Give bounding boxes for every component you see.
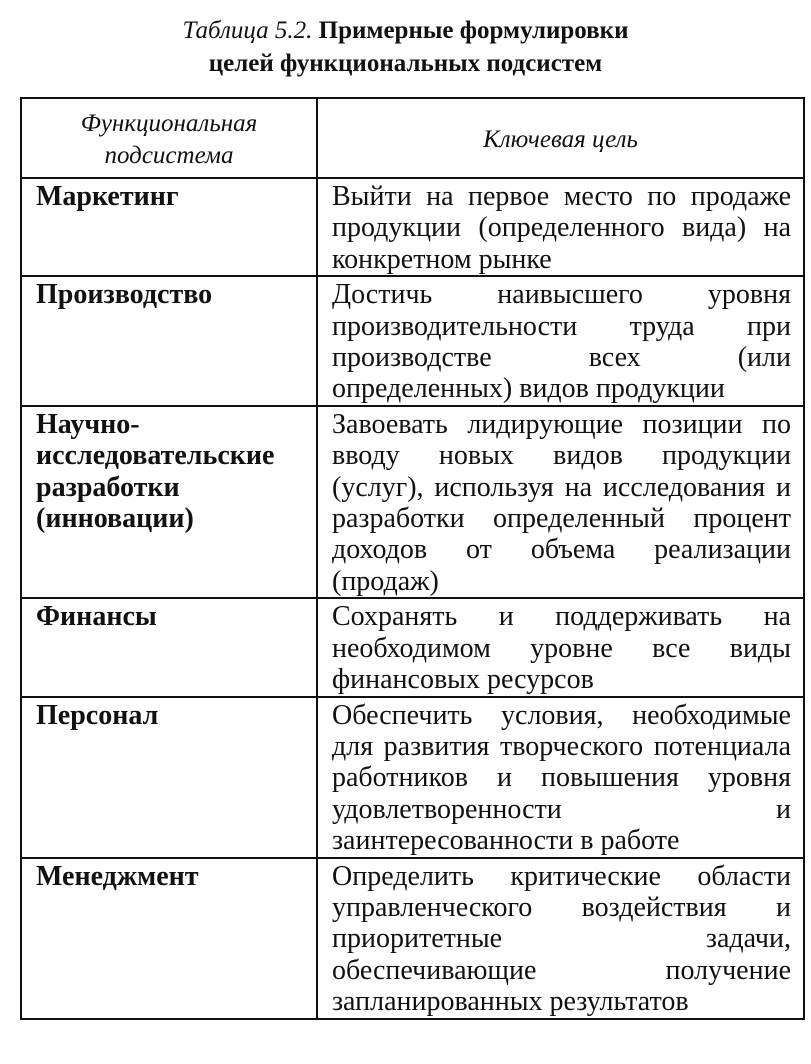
header-subsystem: Функциональная подсистема [21,98,317,178]
goal-cell: Завоевать лидирующие позиции по вводу новых видов продукции (услуг), используя на исследования и разработки определенный процент доходов от объема реализации (продаж) [317,406,804,598]
subsystem-cell: Производство [21,276,317,406]
subsystem-cell: Маркетинг [21,178,317,276]
goal-cell: Обеспечить условия, необходимые для развития творческого потенциала работников и повышения уровня удовлетворенности и заинтересованности в работе [317,697,804,858]
subsystem-cell: Финансы [21,598,317,696]
subsystem-cell: Научно-исследовательские разработки (инновации) [21,406,317,598]
goal-cell: Выйти на первое место по продаже продукции (определенного вида) на конкретном рынке [317,178,804,276]
goal-cell: Достичь наивысшего уровня производительности труда при производстве всех (или определенных) видов продукции [317,276,804,406]
table-row [21,406,804,598]
table-row [21,178,804,276]
goal-cell: Сохранять и поддерживать на необходимом уровне все виды финансовых ресурсов [317,598,804,696]
goal-cell: Определить критические области управленческого воздействия и приоритетные задачи, обеспечивающие получение запланированных результатов [317,858,804,1019]
header-row [21,98,804,178]
header-key-goal: Ключевая цель [317,98,804,178]
table-title-part-2: целей функциональных подсистем [208,50,603,77]
subsystem-cell: Персонал [21,697,317,858]
table-row [21,276,804,406]
table-row [21,858,804,1019]
table-number: Таблица 5.2. [182,17,313,44]
table-row [21,697,804,858]
table-caption [0,14,811,80]
caption-line-1 [0,14,811,47]
goals-table [20,97,805,1020]
table-row [21,598,804,696]
table-title-part-1: Примерные формулировки [318,17,629,44]
subsystem-cell: Менеджмент [21,858,317,1019]
